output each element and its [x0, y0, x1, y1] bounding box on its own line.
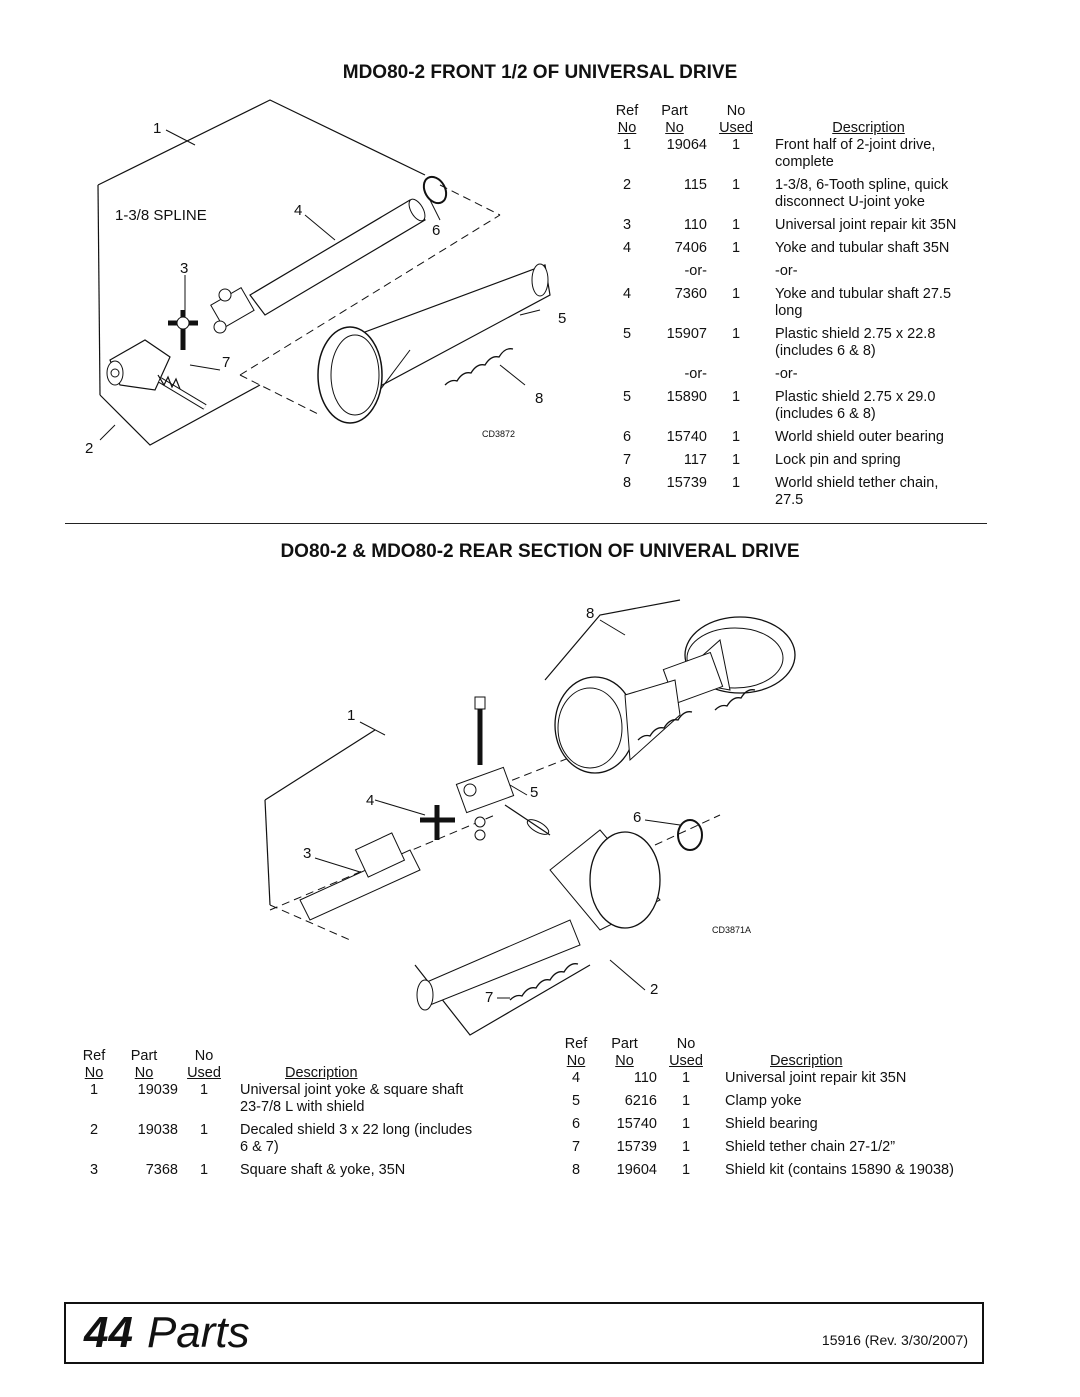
- table-row: [612, 286, 972, 326]
- or-cell: -or-: [684, 366, 707, 382]
- part-cell: 19064: [666, 137, 707, 153]
- used-cell: 1: [731, 452, 741, 468]
- ref-cell: 5: [622, 389, 632, 405]
- ref-cell: 8: [571, 1162, 581, 1178]
- ref-cell: 2: [89, 1122, 99, 1138]
- part-cell: 117: [683, 452, 707, 468]
- header-ref-bottom: No: [566, 1053, 586, 1069]
- desc-cell: Yoke and tubular shaft 27.5: [775, 286, 952, 302]
- ref-cell: 7: [571, 1139, 581, 1155]
- desc-cell: 1-3/8, 6-Tooth spline, quick: [775, 177, 949, 193]
- header-ref-bottom: No: [617, 120, 637, 136]
- desc-cell-2: 27.5: [775, 492, 804, 508]
- used-cell: 1: [731, 326, 741, 342]
- used-cell: 1: [731, 137, 741, 153]
- callout-2: 2: [85, 440, 94, 457]
- rear-drive-diagram: [260, 600, 820, 1040]
- ref-cell: 3: [622, 217, 632, 233]
- table-row: [612, 389, 972, 429]
- part-cell: 7406: [674, 240, 707, 256]
- desc-cell: Front half of 2-joint drive,: [775, 137, 936, 153]
- diagram-code: CD3872: [482, 429, 516, 439]
- header-part-bottom: No: [134, 1065, 154, 1081]
- desc-cell: Yoke and tubular shaft 35N: [775, 240, 950, 256]
- callout-6: 6: [633, 809, 642, 826]
- spline-label: 1-3/8 SPLINE: [115, 207, 207, 224]
- desc-cell-2: 23-7/8 L with shield: [240, 1099, 365, 1115]
- front-drive-diagram: [80, 95, 567, 465]
- used-cell: 1: [199, 1082, 209, 1098]
- page-section-name: Parts: [146, 1308, 250, 1357]
- table-row: [78, 1122, 508, 1162]
- part-cell: 110: [683, 217, 707, 233]
- desc-cell: Universal joint yoke & square shaft: [240, 1082, 464, 1098]
- header-part-top: Part: [130, 1048, 158, 1064]
- header-used-bottom: Used: [187, 1065, 221, 1081]
- section1-title: MDO80-2 FRONT 1/2 OF UNIVERSAL DRIVE: [342, 62, 738, 83]
- header-ref-top: Ref: [564, 1036, 588, 1052]
- ref-cell: 6: [622, 429, 632, 445]
- desc-cell-2: disconnect U-joint yoke: [775, 194, 925, 210]
- part-cell: 15739: [666, 475, 707, 491]
- used-cell: 1: [681, 1139, 691, 1155]
- desc-cell: Decaled shield 3 x 22 long (includes: [240, 1122, 473, 1138]
- rear-parts-table-right: [560, 1036, 975, 1185]
- used-cell: 1: [681, 1162, 691, 1178]
- ref-cell: 4: [622, 240, 632, 256]
- part-cell: 7368: [145, 1162, 178, 1178]
- desc-cell: Square shaft & yoke, 35N: [240, 1162, 406, 1178]
- part-cell: 19038: [137, 1122, 178, 1138]
- used-cell: 1: [199, 1162, 209, 1178]
- used-cell: 1: [731, 429, 741, 445]
- callout-6: 6: [432, 222, 441, 239]
- header-description: Description: [832, 120, 905, 136]
- table-row: [612, 263, 972, 286]
- callout-5: 5: [530, 784, 539, 801]
- desc-cell: World shield outer bearing: [775, 429, 944, 445]
- callout-4: 4: [294, 202, 303, 219]
- used-cell: 1: [731, 389, 741, 405]
- table-row: [612, 177, 972, 217]
- part-cell: 15907: [666, 326, 707, 342]
- table-row: [612, 240, 972, 263]
- ref-cell: 5: [622, 326, 632, 342]
- part-cell: 15739: [616, 1139, 657, 1155]
- section-divider: [65, 523, 987, 524]
- used-cell: 1: [731, 475, 741, 491]
- callout-3: 3: [303, 845, 312, 862]
- desc-cell: Shield kit (contains 15890 & 19038): [725, 1162, 954, 1178]
- header-part-top: Part: [661, 103, 688, 119]
- desc-cell: World shield tether chain,: [775, 475, 939, 491]
- table-row: [612, 217, 972, 240]
- header-used-top: No: [726, 103, 746, 119]
- table-row: [560, 1093, 975, 1116]
- callout-1: 1: [347, 707, 356, 724]
- ref-cell: 3: [89, 1162, 99, 1178]
- callout-7: 7: [485, 989, 494, 1006]
- part-cell: 115: [683, 177, 707, 193]
- part-cell: 6216: [624, 1093, 657, 1109]
- desc-cell-2: 6 & 7): [240, 1139, 279, 1155]
- header-used-top: No: [194, 1048, 214, 1064]
- page-title: [84, 1308, 250, 1358]
- desc-cell: Universal joint repair kit 35N: [775, 217, 957, 233]
- part-cell: 15890: [666, 389, 707, 405]
- header-part-top: Part: [611, 1036, 638, 1052]
- used-cell: 1: [731, 286, 741, 302]
- part-cell: 19039: [137, 1082, 178, 1098]
- diagram-code: CD3871A: [712, 925, 752, 935]
- used-cell: 1: [731, 240, 741, 256]
- table-row: [560, 1116, 975, 1139]
- callout-7: 7: [222, 354, 231, 371]
- desc-cell-2: long: [775, 303, 803, 319]
- footer-box: [64, 1302, 984, 1364]
- ref-cell: 1: [622, 137, 632, 153]
- used-cell: 1: [681, 1116, 691, 1132]
- part-cell: 15740: [666, 429, 707, 445]
- ref-cell: 6: [571, 1116, 581, 1132]
- desc-cell: Universal joint repair kit 35N: [725, 1070, 907, 1086]
- front-parts-table: [612, 103, 972, 515]
- part-cell: 110: [633, 1070, 657, 1086]
- part-cell: 7360: [674, 286, 707, 302]
- callout-3: 3: [180, 260, 189, 277]
- used-cell: 1: [731, 217, 741, 233]
- header-used-bottom: Used: [669, 1053, 703, 1069]
- ref-cell: 7: [622, 452, 632, 468]
- desc-cell-2: (includes 6 & 8): [775, 343, 876, 359]
- used-cell: 1: [681, 1070, 691, 1086]
- table-row: [560, 1139, 975, 1162]
- desc-cell-2: (includes 6 & 8): [775, 406, 876, 422]
- ref-cell: 4: [622, 286, 632, 302]
- or-cell: -or-: [775, 366, 798, 382]
- table-row: [612, 452, 972, 475]
- table-row: [612, 137, 972, 177]
- ref-cell: 2: [622, 177, 632, 193]
- desc-cell: Shield bearing: [725, 1116, 818, 1132]
- page-number: 44: [84, 1308, 133, 1357]
- used-cell: 1: [681, 1093, 691, 1109]
- table-row: [612, 366, 972, 389]
- header-used-bottom: Used: [719, 120, 753, 136]
- header-part-bottom: No: [615, 1053, 634, 1069]
- desc-cell-2: complete: [775, 154, 834, 170]
- header-description: Description: [285, 1065, 358, 1081]
- callout-8: 8: [535, 390, 544, 407]
- callout-4: 4: [366, 792, 375, 809]
- table-row: [78, 1082, 508, 1122]
- header-description: Description: [770, 1053, 843, 1069]
- or-cell: -or-: [775, 263, 798, 279]
- desc-cell: Clamp yoke: [725, 1093, 802, 1109]
- table-row: [560, 1162, 975, 1185]
- ref-cell: 4: [571, 1070, 581, 1086]
- header-part-bottom: No: [665, 120, 684, 136]
- header-ref-top: Ref: [615, 103, 639, 119]
- table-row: [612, 326, 972, 366]
- used-cell: 1: [731, 177, 741, 193]
- desc-cell: Lock pin and spring: [775, 452, 901, 468]
- desc-cell: Shield tether chain 27-1/2”: [725, 1139, 896, 1155]
- callout-2: 2: [650, 981, 659, 998]
- table-row: [78, 1162, 508, 1185]
- table-row: [612, 475, 972, 515]
- table-row: [560, 1070, 975, 1093]
- header-used-top: No: [676, 1036, 696, 1052]
- ref-cell: 1: [89, 1082, 99, 1098]
- section2-title: DO80-2 & MDO80-2 REAR SECTION OF UNIVERAL DRIVE: [280, 541, 800, 562]
- desc-cell: Plastic shield 2.75 x 22.8: [775, 326, 936, 342]
- ref-cell: 5: [571, 1093, 581, 1109]
- rear-parts-table-left: [78, 1048, 508, 1185]
- table-row: [612, 429, 972, 452]
- part-cell: 19604: [616, 1162, 657, 1178]
- revision-label: 15916 (Rev. 3/30/2007): [821, 1332, 968, 1348]
- part-cell: 15740: [616, 1116, 657, 1132]
- used-cell: 1: [199, 1122, 209, 1138]
- callout-5: 5: [558, 310, 567, 327]
- ref-cell: 8: [622, 475, 632, 491]
- desc-cell: Plastic shield 2.75 x 29.0: [775, 389, 936, 405]
- header-ref-top: Ref: [82, 1048, 106, 1064]
- header-ref-bottom: No: [84, 1065, 104, 1081]
- or-cell: -or-: [684, 263, 707, 279]
- callout-1: 1: [153, 120, 162, 137]
- callout-8: 8: [586, 605, 595, 622]
